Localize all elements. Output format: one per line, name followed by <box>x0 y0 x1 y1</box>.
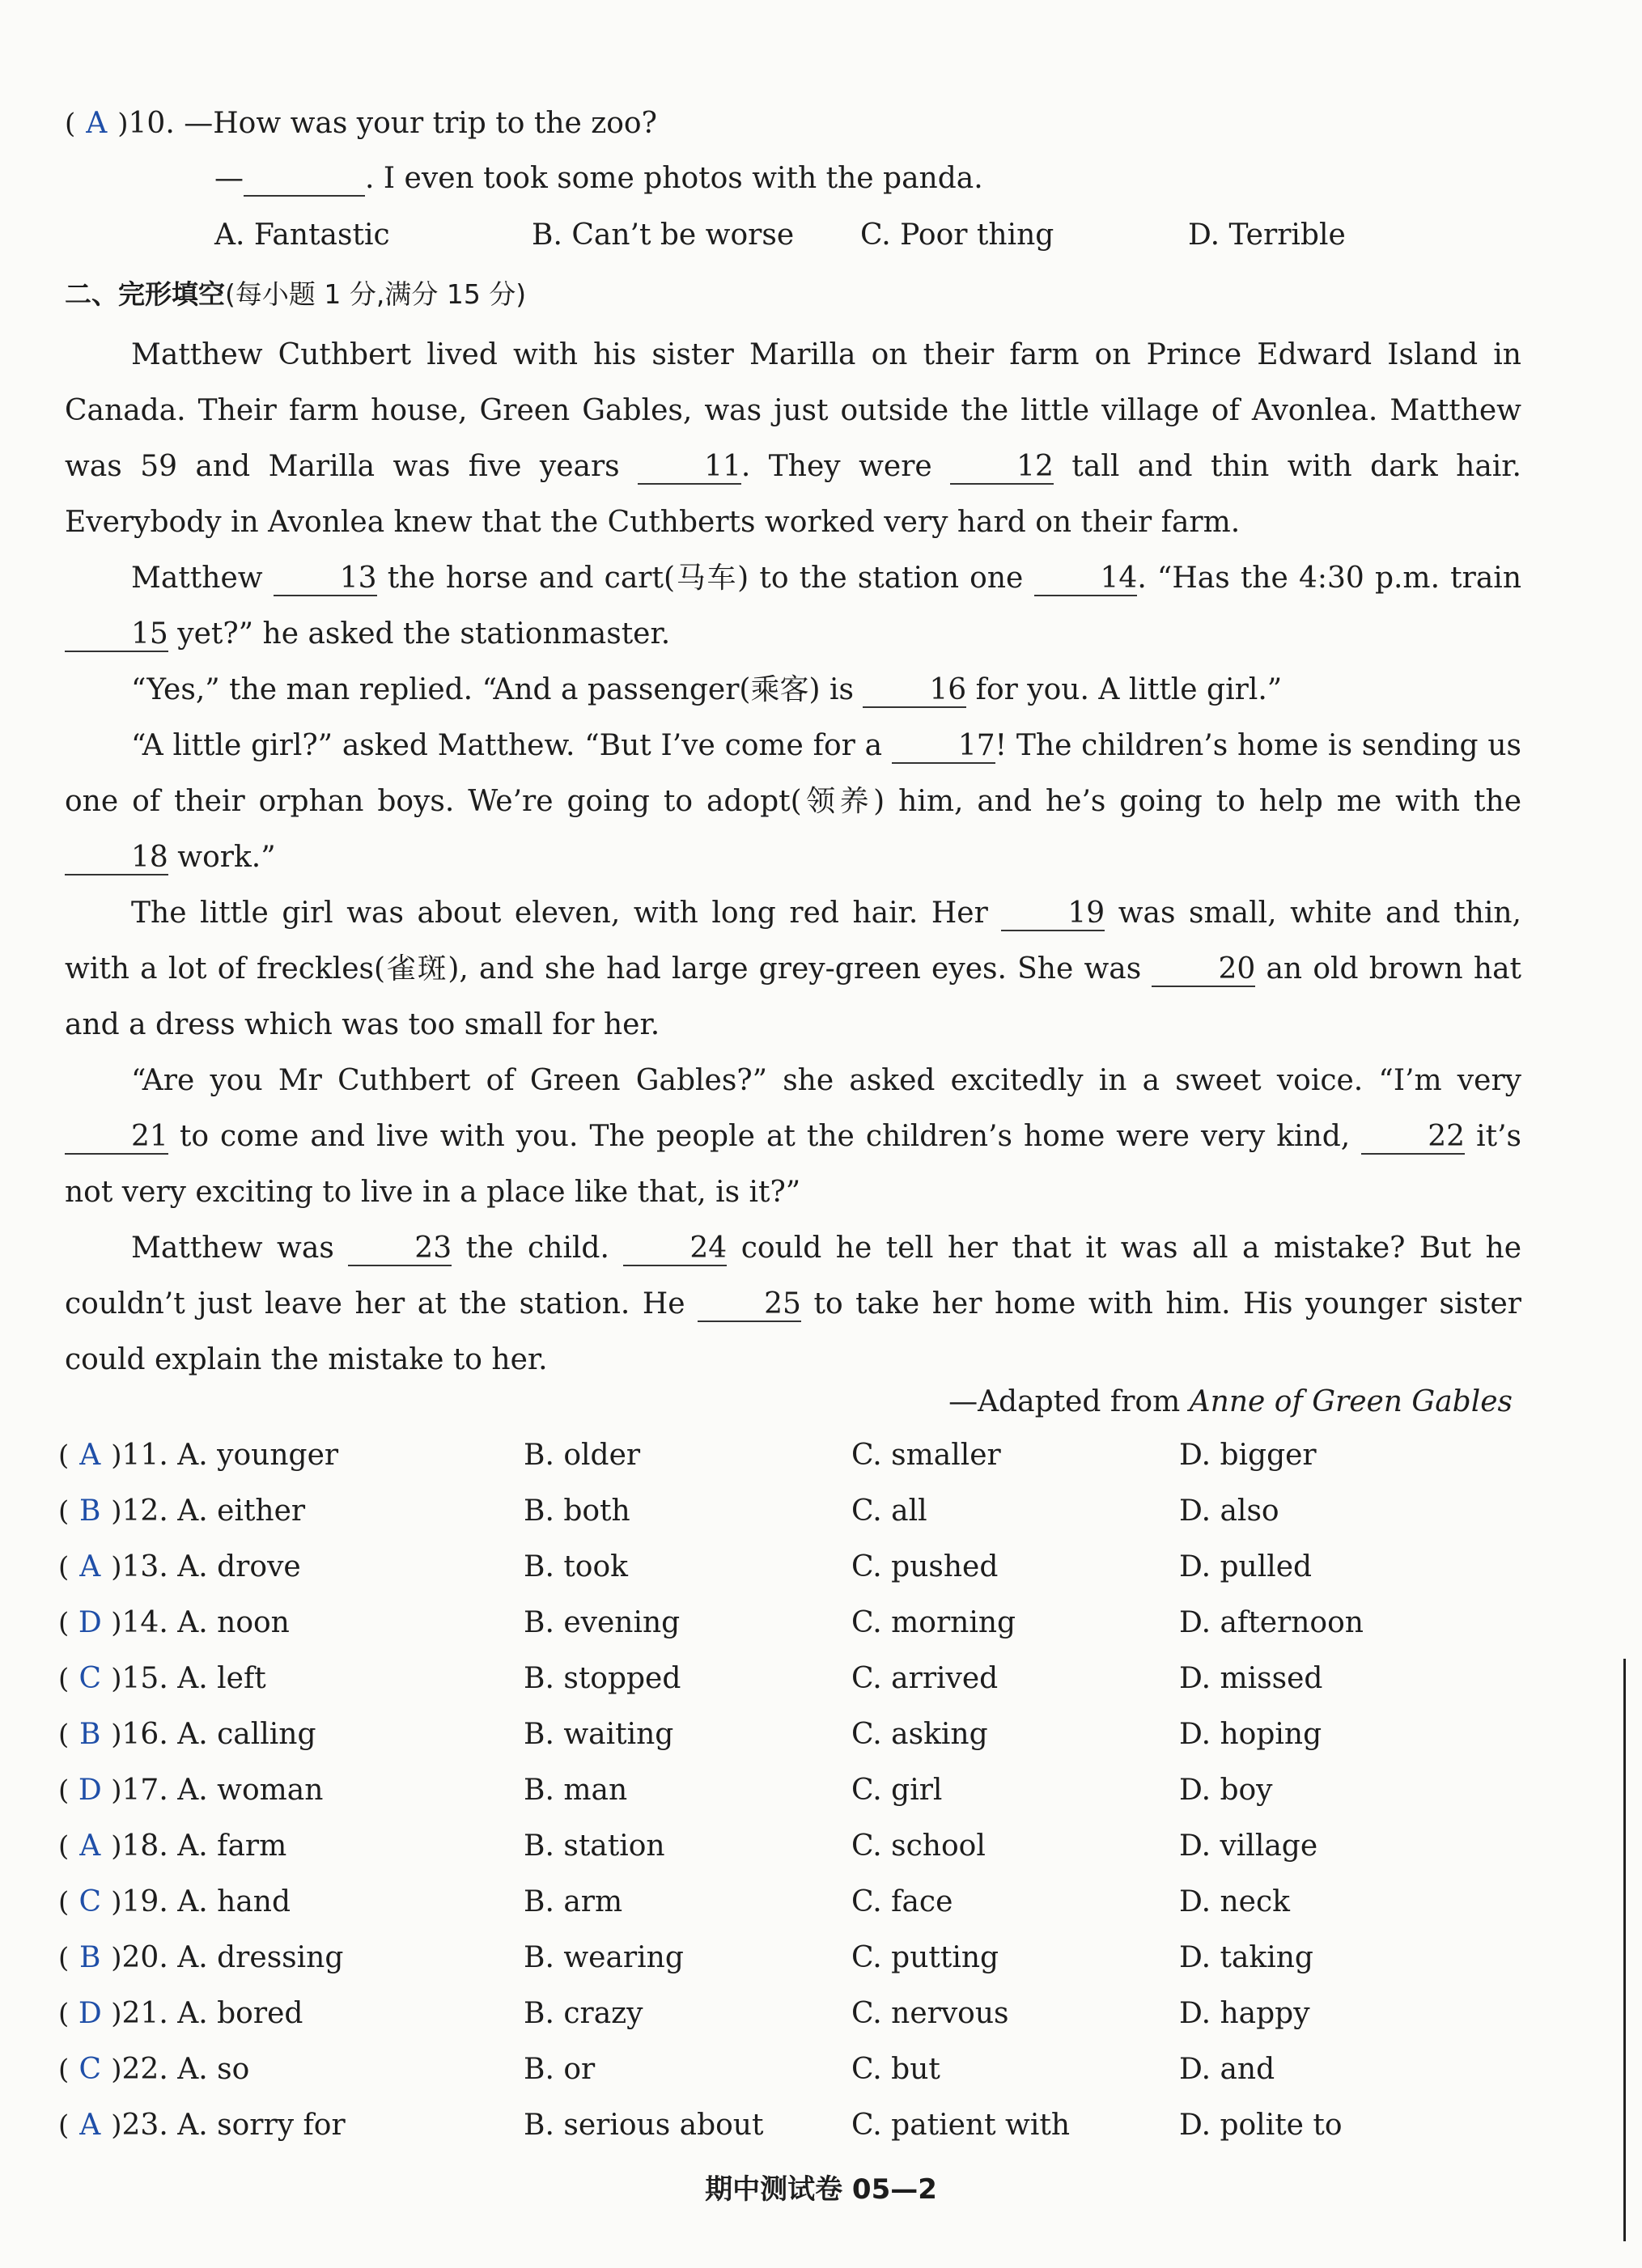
answer-mark: A <box>79 1829 101 1863</box>
answer-mark: A <box>79 1439 101 1472</box>
option-a: A. Fantastic <box>214 218 390 252</box>
option-d: D. missed <box>1179 1662 1323 1695</box>
question-10: ( A )10. —How was your trip to the zoo? <box>65 107 657 140</box>
question-10-reply: — . I even took some photos with the panda. <box>214 162 983 195</box>
option-b: B. Can’t be worse <box>532 218 795 252</box>
option-d: D. boy <box>1179 1774 1273 1807</box>
option-row <box>58 1774 1515 1829</box>
blank-15: 15 <box>65 618 168 652</box>
option-row <box>58 1494 1515 1550</box>
answer-mark: A <box>79 2109 101 2142</box>
option-row <box>58 1829 1515 1885</box>
option-b: B. waiting <box>524 1718 674 1751</box>
option-row <box>58 1941 1515 1997</box>
option-c: C. smaller <box>851 1439 1001 1472</box>
question-number: 20. <box>121 1941 168 1974</box>
option-row <box>58 1718 1515 1774</box>
option-b: B. station <box>524 1829 665 1863</box>
option-c: C. face <box>851 1885 953 1918</box>
paragraph-7: Matthew was 23 the child. 24 could he tell her that it was all a mistake? But he couldn’t just leave her at the station. He 25 to take her home with him. His younger sister could explain the mistake to her. <box>65 1232 1521 1376</box>
option-a: A. dressing <box>177 1941 344 1974</box>
option-a: A. so <box>177 2053 250 2086</box>
question-stem: ( A )23. A. sorry for <box>58 2109 346 2142</box>
option-row <box>58 1662 1515 1718</box>
blank-22: 22 <box>1361 1121 1465 1155</box>
option-c: C. asking <box>851 1718 988 1751</box>
blank-25: 25 <box>698 1288 801 1322</box>
option-row <box>58 1885 1515 1941</box>
blank-16: 16 <box>863 674 966 708</box>
option-c: C. nervous <box>851 1997 1009 2030</box>
blank-17: 17 <box>892 730 995 764</box>
question-number: 15. <box>121 1662 168 1695</box>
option-b: B. older <box>524 1439 641 1472</box>
option-d: D. polite to <box>1179 2109 1343 2142</box>
option-c: C. Poor thing <box>860 218 1054 252</box>
question-stem: ( D )21. A. bored <box>58 1997 303 2030</box>
option-a: A. hand <box>177 1885 291 1918</box>
answer-mark: A <box>86 107 108 140</box>
option-d: D. taking <box>1179 1941 1313 1974</box>
question-number: 18. <box>121 1829 168 1863</box>
option-d: D. also <box>1179 1494 1279 1528</box>
blank-11: 11 <box>638 451 741 485</box>
question-number: 17. <box>121 1774 168 1807</box>
option-row <box>58 1550 1515 1606</box>
blank-13: 13 <box>274 562 377 596</box>
question-stem: ( A )18. A. farm <box>58 1829 287 1863</box>
blank-24: 24 <box>623 1232 727 1266</box>
option-a: A. noon <box>177 1606 290 1639</box>
option-a: A. farm <box>177 1829 287 1863</box>
option-c: C. patient with <box>851 2109 1071 2142</box>
option-d: D. afternoon <box>1179 1606 1364 1639</box>
option-b: B. arm <box>524 1885 623 1918</box>
option-a: A. drove <box>177 1550 301 1583</box>
option-d: D. bigger <box>1179 1439 1317 1472</box>
page-footer: 期中测试卷 05—2 <box>705 2173 937 2206</box>
answer-mark: C <box>78 1662 102 1695</box>
paragraph-6: “Are you Mr Cuthbert of Green Gables?” she asked excitedly in a sweet voice. “I’m very 21 to come and live with you. The people at the children’s home were very kind, 22 it’s not very exciting to live in a place like that, is it?” <box>65 1064 1521 1209</box>
option-b: B. or <box>524 2053 596 2086</box>
blank-12: 12 <box>950 451 1054 485</box>
question-stem: ( B )20. A. dressing <box>58 1941 344 1974</box>
question-number: 19. <box>121 1885 168 1918</box>
question-number: 22. <box>121 2053 168 2086</box>
option-a: A. bored <box>177 1997 303 2030</box>
blank-19: 19 <box>1001 897 1105 931</box>
option-row <box>58 2109 1515 2164</box>
option-c: C. girl <box>851 1774 943 1807</box>
blank-14: 14 <box>1034 562 1138 596</box>
question-number: 23. <box>121 2109 168 2142</box>
answer-mark: A <box>79 1550 101 1583</box>
option-d: D. neck <box>1179 1885 1290 1918</box>
option-a: A. younger <box>177 1439 339 1472</box>
question-stem: ( C )19. A. hand <box>58 1885 291 1918</box>
option-c: C. all <box>851 1494 927 1528</box>
answer-mark: C <box>78 1885 102 1918</box>
option-d: D. and <box>1179 2053 1275 2086</box>
option-row <box>58 1997 1515 2053</box>
question-stem: ( A )11. A. younger <box>58 1439 339 1472</box>
option-c: C. but <box>851 2053 940 2086</box>
option-b: B. both <box>524 1494 630 1528</box>
option-d: D. Terrible <box>1188 218 1346 252</box>
option-c: C. school <box>851 1829 986 1863</box>
option-d: D. village <box>1179 1829 1318 1863</box>
question-stem: ( B )16. A. calling <box>58 1718 316 1751</box>
question-stem: ( C )22. A. so <box>58 2053 250 2086</box>
answer-mark: B <box>79 1718 101 1751</box>
answer-options-list <box>58 1439 1515 2164</box>
answer-mark: B <box>79 1494 101 1528</box>
paragraph-1: Matthew Cuthbert lived with his sister Marilla on their farm on Prince Edward Island in Canada. Their farm house, Green Gables, was just outside the little village of Avonlea. Matthew was 59 and Marilla was five years 11. They were 12 tall and thin with dark hair. Everybody in Avonlea knew that the Cuthberts worked very hard on their farm. <box>65 338 1521 539</box>
answer-mark: D <box>78 1774 102 1807</box>
answer-mark: B <box>79 1941 101 1974</box>
option-a: A. left <box>177 1662 266 1695</box>
option-a: A. sorry for <box>177 2109 346 2142</box>
answer-mark: C <box>78 2053 102 2086</box>
question-number: 14. <box>121 1606 168 1639</box>
cloze-passage <box>65 327 1521 1388</box>
question-stem: ( C )15. A. left <box>58 1662 266 1695</box>
option-row <box>58 1439 1515 1494</box>
source-attribution: —Adapted from Anne of Green Gables <box>948 1385 1513 1418</box>
option-d: D. happy <box>1179 1997 1310 2030</box>
page-edge-line <box>1623 1659 1626 2241</box>
answer-mark: D <box>78 1606 102 1639</box>
option-b: B. stopped <box>524 1662 681 1695</box>
question-stem: ( A )13. A. drove <box>58 1550 301 1583</box>
question-number: 16. <box>121 1718 168 1751</box>
answer-mark: D <box>78 1997 102 2030</box>
blank-20: 20 <box>1152 953 1255 987</box>
option-b: B. man <box>524 1774 628 1807</box>
question-number: 12. <box>121 1494 168 1528</box>
option-b: B. took <box>524 1550 628 1583</box>
option-d: D. hoping <box>1179 1718 1322 1751</box>
question-number: 10. <box>128 107 175 140</box>
paragraph-4: “A little girl?” asked Matthew. “But I’ve come for a 17! The children’s home is sending us one of their orphan boys. We’re going to adopt(领养) him, and he’s going to help me with the 18 work.” <box>65 729 1521 874</box>
question-stem: ( D )14. A. noon <box>58 1606 290 1639</box>
question-number: 13. <box>121 1550 168 1583</box>
paragraph-5: The little girl was about eleven, with long red hair. Her 19 was small, white and thin, with a lot of freckles(雀斑), and she had large grey-green eyes. She was 20 an old brown hat and a dress which was too small for her. <box>65 897 1522 1041</box>
blank-21: 21 <box>65 1121 168 1155</box>
option-b: B. crazy <box>524 1997 643 2030</box>
question-number: 11. <box>121 1439 168 1472</box>
option-c: C. putting <box>851 1941 999 1974</box>
paragraph-3: “Yes,” the man replied. “And a passenger(乘客) is 16 for you. A little girl.” <box>131 673 1283 706</box>
option-a: A. calling <box>177 1718 316 1751</box>
option-a: A. woman <box>177 1774 324 1807</box>
option-c: C. pushed <box>851 1550 999 1583</box>
blank-23: 23 <box>348 1232 452 1266</box>
option-b: B. evening <box>524 1606 681 1639</box>
question-text: —How was your trip to the zoo? <box>184 107 657 140</box>
question-stem: ( B )12. A. either <box>58 1494 306 1528</box>
option-b: B. serious about <box>524 2109 764 2142</box>
option-row <box>58 1606 1515 1662</box>
option-d: D. pulled <box>1179 1550 1313 1583</box>
question-number: 21. <box>121 1997 168 2030</box>
blank <box>244 162 365 197</box>
blank-18: 18 <box>65 841 168 875</box>
question-stem: ( D )17. A. woman <box>58 1774 324 1807</box>
option-row <box>58 2053 1515 2109</box>
option-c: C. morning <box>851 1606 1016 1639</box>
option-b: B. wearing <box>524 1941 684 1974</box>
section-heading: 二、完形填空(每小题 1 分,满分 15 分) <box>65 278 527 310</box>
option-c: C. arrived <box>851 1662 999 1695</box>
option-a: A. either <box>177 1494 306 1528</box>
paragraph-2: Matthew 13 the horse and cart(马车) to the station one 14. “Has the 4:30 p.m. train 15 yet?” he asked the stationmaster. <box>65 550 1521 662</box>
